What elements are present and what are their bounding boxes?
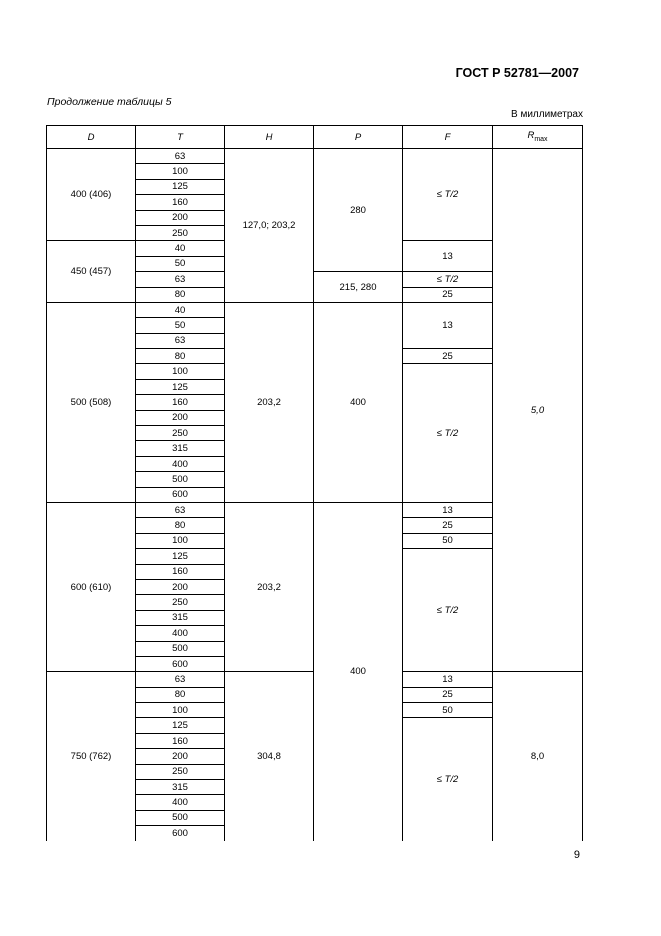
nominal-diameter: 600 (610) — [47, 502, 136, 671]
column-header-t: T — [136, 126, 225, 149]
f-value: 13 — [403, 302, 493, 348]
half-thickness-value: T/2 — [444, 273, 459, 285]
half-thickness-value: T/2 — [444, 427, 459, 439]
column-header-r — [493, 126, 583, 149]
f-value: 25 — [403, 518, 493, 533]
f-value: 13 — [403, 672, 493, 687]
thickness-value: 63 — [136, 149, 225, 164]
less-or-equal-symbol: ≤ — [436, 604, 442, 616]
column-header-p: P — [314, 126, 403, 149]
thickness-value: 125 — [136, 379, 225, 394]
thickness-value: 80 — [136, 518, 225, 533]
less-or-equal-symbol: ≤ — [436, 427, 442, 439]
thickness-value: 600 — [136, 656, 225, 671]
thickness-value: 200 — [136, 410, 225, 425]
nominal-diameter: 400 (406) — [47, 149, 136, 241]
column-header-r-symbol: R — [527, 129, 535, 141]
column-header-h: H — [225, 126, 314, 149]
f-value: 25 — [403, 349, 493, 364]
nominal-diameter: 750 (762) — [47, 672, 136, 841]
thickness-value: 200 — [136, 579, 225, 594]
f-value: 13 — [403, 241, 493, 272]
thickness-value: 250 — [136, 225, 225, 240]
thickness-value: 250 — [136, 595, 225, 610]
f-value: 50 — [403, 703, 493, 718]
f-value-le-half-t — [403, 272, 493, 287]
thickness-value: 315 — [136, 780, 225, 795]
thickness-value: 600 — [136, 487, 225, 502]
thickness-value: 125 — [136, 549, 225, 564]
p-value: 400 — [314, 502, 403, 840]
units-note: В миллиметрах — [511, 109, 583, 120]
less-or-equal-symbol: ≤ — [436, 774, 442, 786]
column-header-d: D — [47, 126, 136, 149]
thickness-value: 160 — [136, 395, 225, 410]
less-or-equal-symbol: ≤ — [436, 189, 442, 201]
thickness-value: 125 — [136, 718, 225, 733]
thickness-value: 500 — [136, 472, 225, 487]
table-continuation-caption: Продолжение таблицы 5 — [47, 96, 172, 108]
thickness-value: 63 — [136, 502, 225, 517]
thickness-value: 63 — [136, 333, 225, 348]
p-value: 215, 280 — [314, 272, 403, 303]
thickness-value: 250 — [136, 764, 225, 779]
h-value: 127,0; 203,2 — [225, 149, 314, 303]
column-header-r-subscript: max — [534, 135, 548, 143]
f-value-le-half-t — [403, 718, 493, 841]
thickness-value: 400 — [136, 456, 225, 471]
less-or-equal-symbol: ≤ — [436, 273, 442, 285]
thickness-value: 100 — [136, 364, 225, 379]
thickness-value: 315 — [136, 441, 225, 456]
thickness-value: 50 — [136, 256, 225, 271]
thickness-value: 315 — [136, 610, 225, 625]
thickness-value: 63 — [136, 272, 225, 287]
column-header-f: F — [403, 126, 493, 149]
h-value: 304,8 — [225, 672, 314, 841]
dimensions-table — [46, 125, 583, 841]
thickness-value: 160 — [136, 195, 225, 210]
thickness-value: 100 — [136, 164, 225, 179]
half-thickness-value: T/2 — [444, 774, 459, 786]
thickness-value: 200 — [136, 210, 225, 225]
thickness-value: 400 — [136, 795, 225, 810]
half-thickness-value: T/2 — [444, 604, 459, 616]
page-number: 9 — [573, 849, 580, 861]
p-value: 400 — [314, 302, 403, 502]
thickness-value: 400 — [136, 626, 225, 641]
p-value: 280 — [314, 149, 403, 272]
thickness-value: 160 — [136, 564, 225, 579]
thickness-value: 80 — [136, 687, 225, 702]
thickness-value: 125 — [136, 179, 225, 194]
thickness-value: 40 — [136, 302, 225, 317]
document-number: ГОСТ Р 52781—2007 — [455, 66, 579, 80]
thickness-value: 80 — [136, 287, 225, 302]
half-thickness-value: T/2 — [444, 189, 459, 201]
thickness-value: 100 — [136, 703, 225, 718]
f-value: 25 — [403, 287, 493, 302]
thickness-value: 250 — [136, 426, 225, 441]
h-value: 203,2 — [225, 502, 314, 671]
f-value: 13 — [403, 502, 493, 517]
f-value: 50 — [403, 533, 493, 548]
nominal-diameter: 450 (457) — [47, 241, 136, 303]
f-value-le-half-t — [403, 364, 493, 503]
thickness-value: 80 — [136, 349, 225, 364]
thickness-value: 200 — [136, 749, 225, 764]
thickness-value: 500 — [136, 810, 225, 825]
nominal-diameter: 500 (508) — [47, 302, 136, 502]
thickness-value: 40 — [136, 241, 225, 256]
thickness-value: 100 — [136, 533, 225, 548]
thickness-value: 600 — [136, 826, 225, 841]
r-max-value: 8,0 — [493, 672, 583, 841]
thickness-value: 160 — [136, 733, 225, 748]
thickness-value: 63 — [136, 672, 225, 687]
thickness-value: 500 — [136, 641, 225, 656]
thickness-value: 50 — [136, 318, 225, 333]
r-max-value: 5,0 — [493, 149, 583, 672]
f-value: 25 — [403, 687, 493, 702]
h-value: 203,2 — [225, 302, 314, 502]
f-value-le-half-t — [403, 149, 493, 241]
f-value-le-half-t — [403, 549, 493, 672]
